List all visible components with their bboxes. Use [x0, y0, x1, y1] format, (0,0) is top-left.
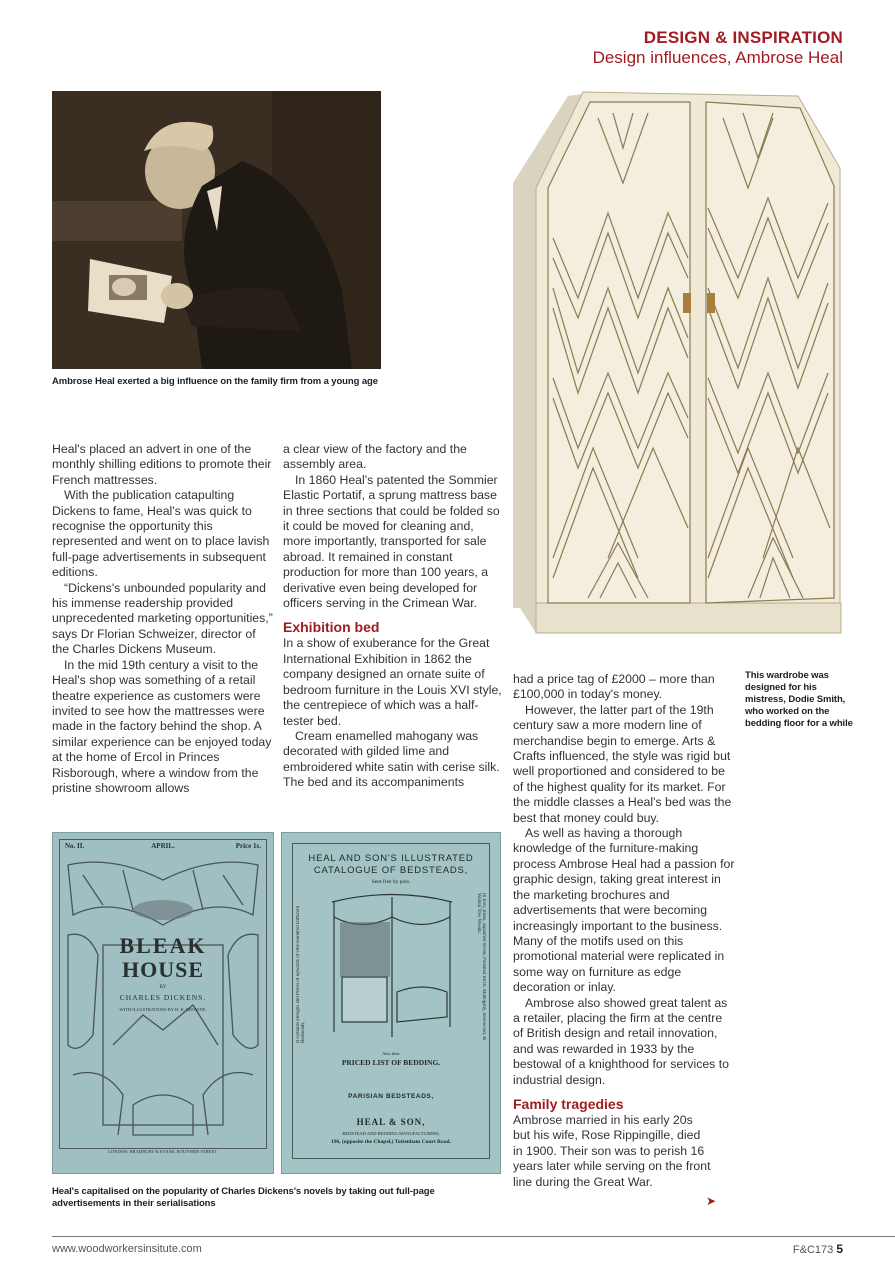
section-header: [593, 28, 843, 68]
article-column-1: [52, 442, 274, 796]
page-number: 5: [836, 1242, 843, 1256]
footer-page-number: [793, 1242, 843, 1256]
cover-title-house: HOUSE: [121, 957, 205, 982]
wardrobe-illustration-icon: [508, 88, 848, 644]
paragraph: Ambrose also showed great talent as a retailer, placing the firm at the centre of British design and retail innovation, and was rewarded in 1933 by the bestowal of a knighthood for services to industrial design.: [513, 995, 730, 1087]
paragraph: In a show of exuberance for the Great International Exhibition in 1862 the company designed an ornate suite of bedroom furniture in the Louis XVI style, the centrepiece of which was a half-tester bed.: [283, 636, 502, 728]
subheading-family-tragedies: Family tragedies: [513, 1095, 624, 1112]
heal-catalogue-advert: HEAL AND SON'S ILLUSTRATED CATALOGUE OF BEDSTEADS, Sent free by post. It contains Designs and Prices of upwards of One Hundred Different Bedsteads, In Iron, Brass, Japanned Wood, Polished Birch, Mahogany, Rosewood, & Walnut Tree Woods; Also their PRICED LIST OF BEDDING. PARISIAN BEDSTEADS, HEAL & SON, BEDSTEAD AND BEDDING MANUFACTURERS, 196, (opposite the Chapel,) Tottenham Court Road.: [281, 832, 501, 1174]
footer-divider: [52, 1236, 895, 1237]
portrait-caption: Ambrose Heal exerted a big influence on the family firm from a young age: [52, 376, 378, 387]
paragraph: However, the latter part of the 19th century saw a more modern line of merchandise begin to emerge. Arts & Crafts influenced, the style was rigid but well proportioned and considered to be of the highest quality for its market. For the middle classes a Heal's bed was the best that money could buy.: [513, 702, 732, 825]
issue-label: F&C173: [792, 1244, 834, 1256]
section-kicker: DESIGN & INSPIRATION: [643, 28, 843, 47]
paragraph: a clear view of the factory and the assembly area.: [283, 442, 467, 472]
wardrobe-photo: [508, 88, 848, 644]
section-subtitle: Design influences, Ambrose Heal: [592, 48, 843, 67]
footer-url[interactable]: www.woodworkersinsitute.com: [52, 1243, 202, 1255]
paragraph: Ambrose married in his early 20s but his wife, Rose Rippingille, died in 1900. Their son was to perish 16 years later while serving on the front line during the Great War.: [513, 1112, 711, 1189]
cover-author: CHARLES DICKENS.: [119, 993, 207, 1002]
four-poster-bed-icon: [322, 887, 462, 1042]
cover-title-bleak: BLEAK: [119, 933, 207, 958]
subheading-exhibition-bed: Exhibition bed: [283, 619, 380, 636]
article-column-3: [513, 672, 735, 1190]
paragraph: had a price tag of £2000 – more than £100,000 in today's money.: [513, 672, 715, 702]
portrait-photo: [52, 91, 381, 369]
portrait-illustration-icon: [52, 91, 381, 369]
article-column-2: [283, 442, 505, 791]
wardrobe-caption: This wardrobe was designed for his mistress, Dodie Smith, who worked on the bedding floor for a while: [745, 670, 853, 729]
paragraph: “Dickens's unbounded popularity and his immense readership provided unprecedented marketing opportunities,” says Dr Florian Schweizer, director of the Charles Dickens Museum.: [52, 580, 273, 657]
paragraph: As well as having a thorough knowledge of the furniture-making process Ambrose Heal had a passion for graphic design, taking great interest in the marketing brochures and advertisements that were becoming increasingly important to the business. Many of the motifs used on this promotional material were replicated in some way on furniture as edge decoration or inlay.: [513, 826, 735, 995]
paragraph: Heal's placed an advert in one of the monthly shilling editions to promote their French mattresses.: [52, 442, 272, 487]
ads-caption: Heal's capitalised on the popularity of Charles Dickens's novels by taking out full-page advertisements in their serialisations: [52, 1186, 435, 1209]
paragraph: In the mid 19th century a visit to the Heal's shop was something of a retail theatre experience as customers were invited to see how the mattresses were made in the factory behind the shop. A similar experience can be enjoyed today at the home of Ercol in Princes Risborough, where a window from the pristine showroom allows: [52, 657, 272, 795]
paragraph: In 1860 Heal's patented the Sommier Elastic Portatif, a sprung mattress base in three sections that could be folded so it could be moved for cleaning and, more importantly, transported for sale abroad. It remained in constant production for more than 100 years, a derivative even being developed for officers serving in the Crimean War.: [283, 472, 500, 611]
paragraph: Cream enamelled mahogany was decorated with gilded lime and embroidered white satin with cerise silk. The bed and its accompaniments: [283, 728, 500, 790]
paragraph: With the publication catapulting Dickens to fame, Heal's was quick to recognise the opportunity this represented and went on to place lavish full-page advertisements in subsequent editions.: [52, 488, 270, 580]
bleak-house-cover: No. II. APRIL. Price 1s. BLEAK HOUSE BY CHARLES DICKENS. WITH ILLUSTRATIONS BY H. K. BROWNE. LONDON: BRADBURY & EVANS, BOUVERIE STREET.: [52, 832, 274, 1174]
continue-arrow-icon: ➤: [706, 1194, 717, 1208]
